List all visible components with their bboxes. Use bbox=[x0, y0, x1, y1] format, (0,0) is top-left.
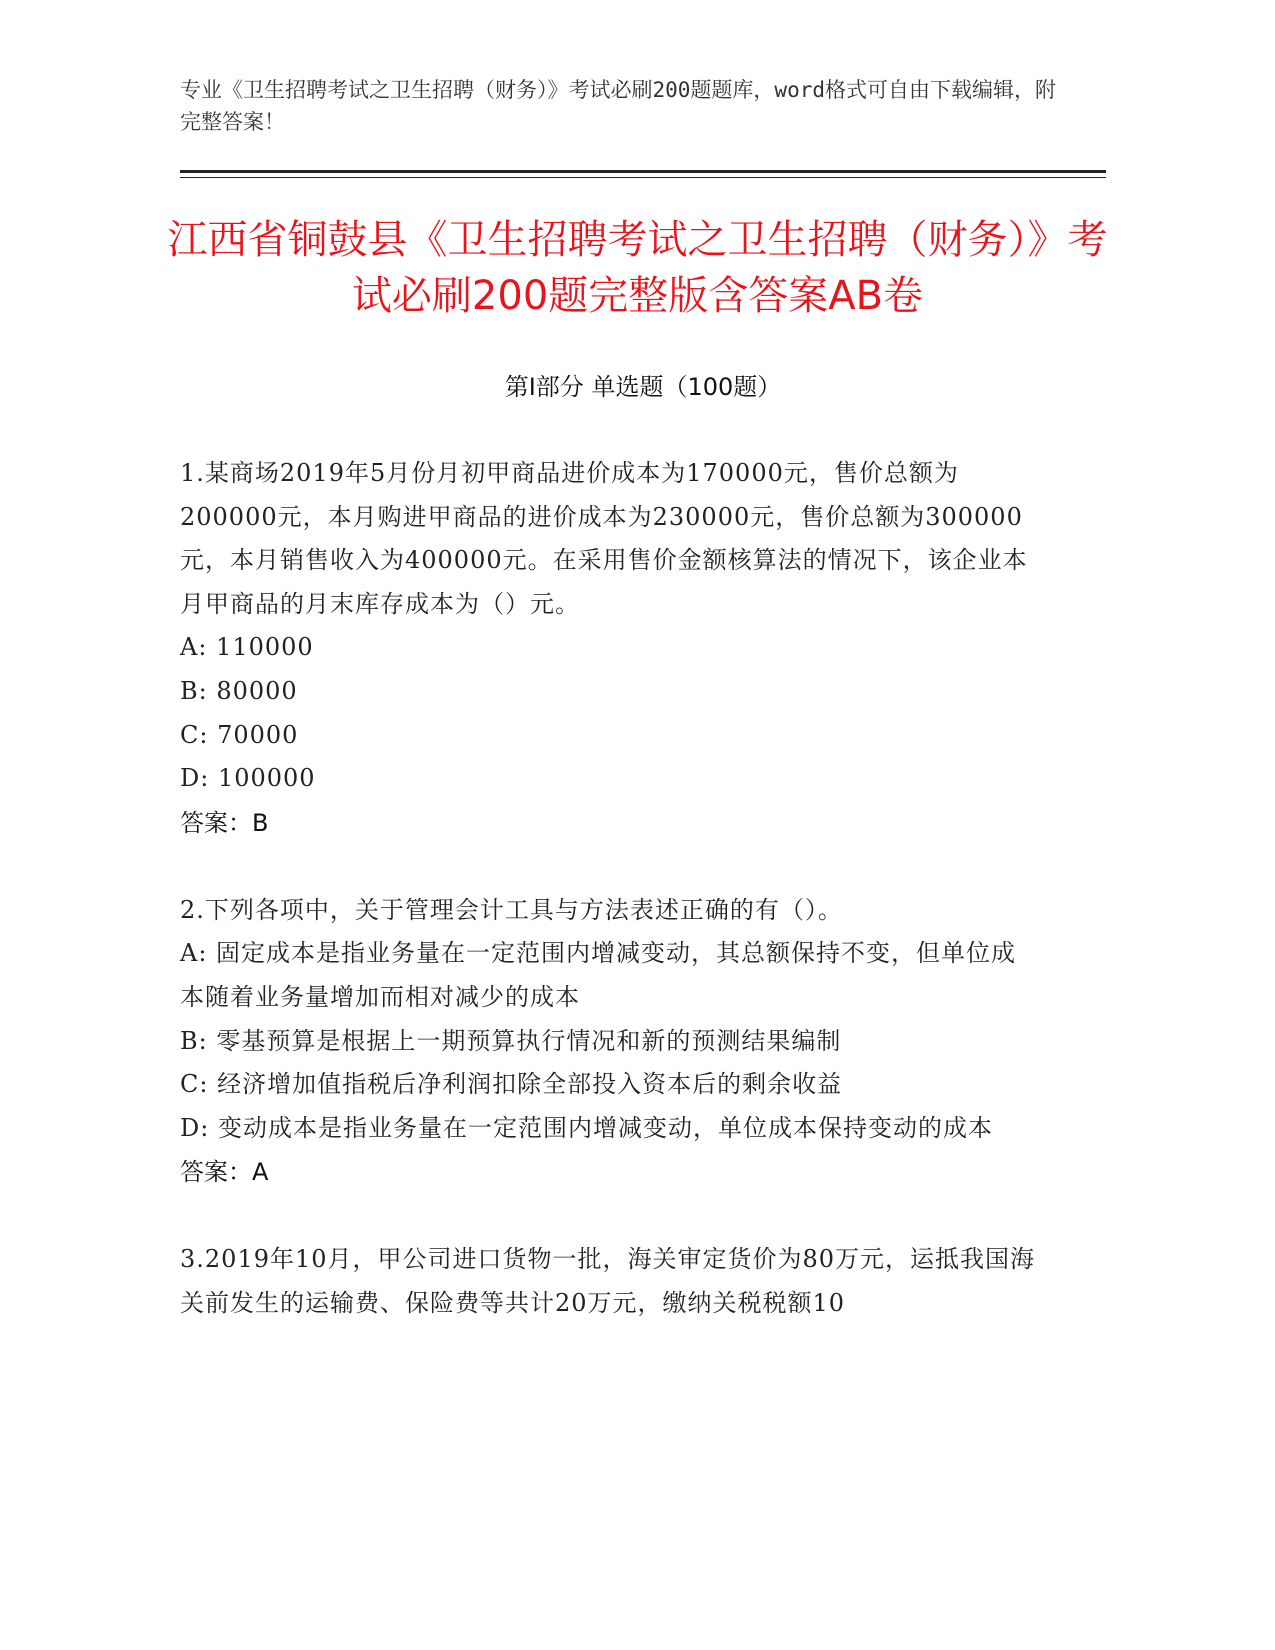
option-a: A: 110000 bbox=[180, 633, 314, 662]
question-stem: 2.下列各项中，关于管理会计工具与方法表述正确的有（）。 bbox=[180, 895, 843, 924]
option-c: C: 经济增加值指税后净利润扣除全部投入资本后的剩余收益 bbox=[180, 1070, 843, 1099]
option-d: D: 100000 bbox=[180, 764, 316, 793]
document-title: 江西省铜鼓县《卫生招聘考试之卫生招聘（财务）》考试必刷200题完整版含答案AB卷 bbox=[167, 217, 1108, 319]
answer: 答案：B bbox=[180, 808, 269, 837]
option-a: A: 固定成本是指业务量在一定范围内增减变动，其总额保持不变，但单位成本随着业务量增加而相对减少的成本 bbox=[180, 939, 1017, 1011]
question-3 bbox=[180, 1238, 1040, 1325]
option-b: B: 80000 bbox=[180, 676, 298, 705]
header-rule-thick bbox=[180, 170, 1106, 173]
section-heading: 第I部分 单选题（100题） bbox=[504, 373, 782, 401]
question-list bbox=[180, 452, 1040, 1370]
option-c: C: 70000 bbox=[180, 720, 299, 749]
answer: 答案：A bbox=[180, 1158, 269, 1187]
header-note: 专业《卫生招聘考试之卫生招聘（财务）》考试必刷200题题库，word格式可自由下载编辑，附完整答案！ bbox=[180, 78, 1056, 134]
question-stem: 1.某商场2019年5月份月初甲商品进价成本为170000元，售价总额为200000元，本月购进甲商品的进价成本为230000元，售价总额为300000元，本月销售收入为400000元。在采用售价金额核算法的情况下，该企业本月甲商品的月末库存成本为（）元。 bbox=[180, 459, 1028, 618]
header-rule-thin bbox=[180, 177, 1106, 178]
option-d: D: 变动成本是指业务量在一定范围内增减变动，单位成本保持变动的成本 bbox=[180, 1113, 993, 1142]
question-1 bbox=[180, 452, 1040, 845]
option-b: B: 零基预算是根据上一期预算执行情况和新的预测结果编制 bbox=[180, 1026, 842, 1055]
question-stem: 3.2019年10月，甲公司进口货物一批，海关审定货价为80万元，运抵我国海关前发生的运输费、保险费等共计20万元，缴纳关税税额10 bbox=[180, 1245, 1036, 1317]
question-2 bbox=[180, 889, 1040, 1195]
